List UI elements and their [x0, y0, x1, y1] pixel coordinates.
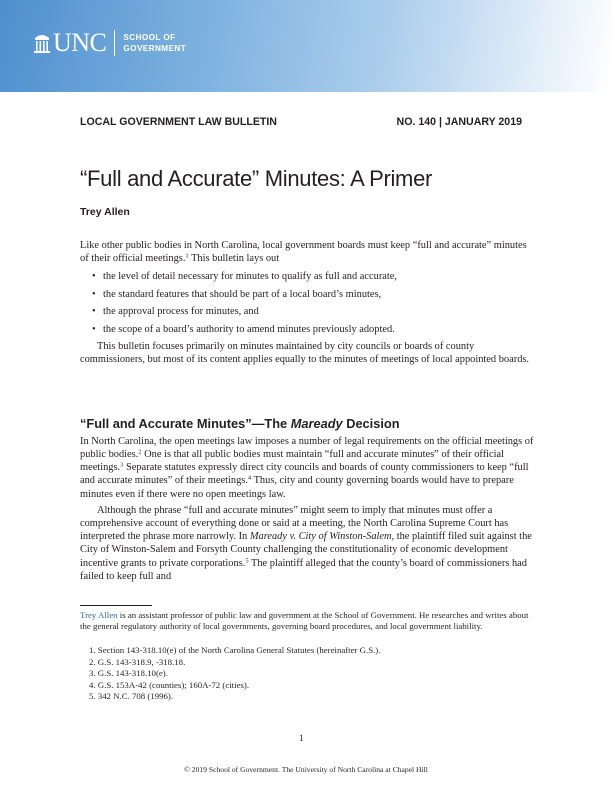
- header-banner: [0, 0, 612, 92]
- author-bio-text: is an assistant professor of public law and government at the School of Government. He researches and writes about the general regulatory authority of local governments, governing board procedures, and local government liability.: [80, 610, 529, 632]
- author-name: Trey Allen: [80, 206, 130, 218]
- section-paragraph-1: [80, 435, 534, 501]
- footnote-ref-4[interactable]: 4: [247, 474, 252, 482]
- focus-paragraph: This bulletin focuses primarily on minutes maintained by city councils or boards of county commissioners, but most of its content applies equally to the minutes of meetings of local appointed boards.: [80, 341, 530, 366]
- intro-tail: This bulletin lays out: [188, 253, 280, 265]
- unc-sog-logo[interactable]: [34, 30, 186, 56]
- bullet-icon: •: [92, 271, 96, 282]
- author-bio-footnote: [80, 610, 540, 633]
- logo-sub-line1: SCHOOL OF: [123, 33, 176, 42]
- case-citation: Maready v. City of Winston-Salem: [249, 531, 392, 543]
- bullet-text: the level of detail necessary for minutes to qualify as full and accurate,: [103, 271, 397, 282]
- bullet-text: the scope of a board’s authority to amend minutes previously adopted.: [103, 323, 395, 335]
- p2-text-b: , the plaintiff filed suit against the City of Winston-Salem and Forsyth County challenging the constitutionality of economic development incentive grants to private corporations.: [80, 531, 532, 569]
- bulletin-series: LOCAL GOVERNMENT LAW BULLETIN: [80, 116, 277, 128]
- footnote-item: 5. 342 N.C. 708 (1996).: [89, 691, 174, 702]
- list-item: [80, 303, 534, 321]
- list-item: [80, 286, 534, 304]
- footnote-list: [89, 645, 380, 703]
- footnote-ref-5[interactable]: 5: [245, 557, 249, 565]
- old-well-icon: [34, 32, 50, 54]
- section-heading: [80, 416, 400, 431]
- intro-text: Like other public bodies in North Carolina, local government boards must keep “full and accurate” minutes of their official meetings.: [80, 240, 527, 265]
- document-title: “Full and Accurate” Minutes: A Primer: [80, 166, 433, 191]
- bullet-text: the approval process for minutes, and: [103, 306, 259, 318]
- heading-post: Decision: [342, 416, 400, 431]
- footnote-ref-2[interactable]: 2: [138, 448, 142, 456]
- footnote-item: 3. G.S. 143-318.10(e).: [89, 668, 168, 679]
- p2-text-a: Although the phrase “full and accurate minutes” might seem to imply that minutes must offer a comprehensive account of everything done or said at a meeting, the North Carolina Supreme Court has interpreted the phrase more narrowly. In: [80, 505, 509, 543]
- heading-pre: “Full and Accurate Minutes”—The: [80, 416, 291, 431]
- footnote-divider: [80, 605, 152, 606]
- list-item: [80, 268, 534, 286]
- intro-bullet-list: [80, 268, 534, 338]
- bullet-text: the standard features that should be part of a local board’s minutes,: [103, 288, 382, 300]
- issue-number-date: NO. 140 | JANUARY 2019: [396, 116, 522, 128]
- footnote-ref-1[interactable]: 1: [185, 252, 189, 260]
- p1-text-a: In North Carolina, the open meetings law imposes a number of legal requirements on the official meetings of public bodies.: [80, 436, 534, 461]
- list-item: [80, 321, 534, 339]
- footnote-item: 1. Section 143-318.10(e) of the North Carolina General Statutes (hereinafter G.S.).: [89, 645, 381, 655]
- footnote-ref-3[interactable]: 3: [120, 461, 124, 469]
- logo-sub-line2: GOVERNMENT: [123, 44, 187, 53]
- p1-text-b: One is that all public bodies must maintain “full and accurate minutes” of their official meetings.: [80, 449, 505, 474]
- intro-paragraph: [80, 239, 534, 265]
- footnote-item: 2. G.S. 143-318.9, -318.18.: [89, 656, 186, 667]
- page-number: 1: [299, 734, 304, 744]
- footnote-item: 4. G.S. 153A-42 (counties); 160A-72 (cities).: [89, 679, 250, 690]
- p2-text-c: The plaintiff alleged that the county’s board of commissioners had failed to keep full and: [80, 557, 527, 582]
- logo-wordmark: UNC: [53, 28, 107, 57]
- bullet-icon: •: [92, 323, 96, 335]
- bullet-icon: •: [92, 288, 96, 300]
- p1-text-d: Thus, city and county governing boards would have to prepare minutes even if there were no open meetings law.: [80, 475, 514, 500]
- bullet-icon: •: [92, 306, 96, 318]
- heading-case-name: Maready: [290, 416, 343, 431]
- copyright-footer: © 2019 School of Government. The University of North Carolina at Chapel Hill: [184, 765, 428, 774]
- p1-text-c: Separate statutes expressly direct city councils and boards of county commissioners to keep “full and accurate minutes” of their meetings.: [80, 462, 529, 487]
- section-paragraph-2: [80, 504, 534, 583]
- logo-divider: [114, 30, 115, 56]
- author-bio-link[interactable]: Trey Allen: [80, 610, 118, 620]
- logo-subtitle: [123, 32, 186, 54]
